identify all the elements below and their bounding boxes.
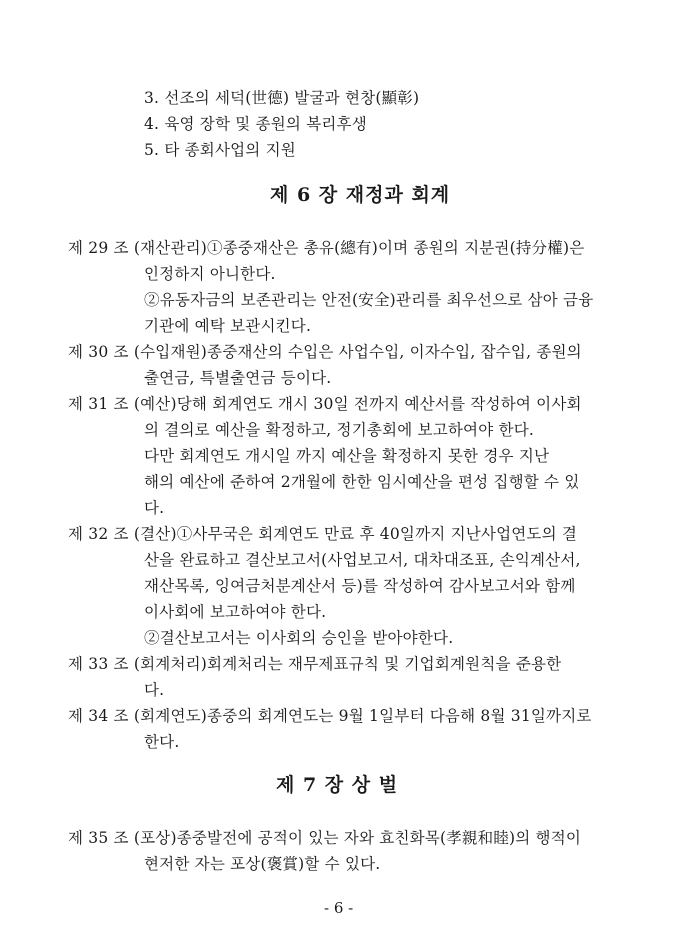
article-35-line: 현저한 자는 포상(褒賞)할 수 있다. <box>144 855 381 873</box>
article-29-line: 기관에 예탁 보관시킨다. <box>144 317 312 335</box>
article-29-line: 인정하지 아니한다. <box>144 265 276 283</box>
article-32-line: 재산목록, 잉여금처분계산서 등)를 작성하여 감사보고서와 함께 <box>144 577 576 595</box>
article-30-line: 출연금, 특별출연금 등이다. <box>144 369 332 387</box>
article-31-line: 해의 예산에 준하여 2개월에 한한 임시예산을 편성 집행할 수 있 <box>144 473 580 491</box>
article-32-line: 제 32 조 (결산)①사무국은 회계연도 만료 후 40일까지 지난사업연도의 결 <box>68 525 578 543</box>
page-number: - 6 - <box>324 899 354 917</box>
chapter-7-heading: 제 7 장 상 벌 <box>276 774 399 796</box>
article-33-line: 제 33 조 (회계처리)회계처리는 재무제표규칙 및 기업회계원칙을 준용한 <box>68 655 562 673</box>
article-32-line: ②결산보고서는 이사회의 승인을 받아야한다. <box>144 629 454 647</box>
article-31-line: 의 결의로 예산을 확정하고, 정기총회에 보고하여야 한다. <box>144 421 534 439</box>
list-item: 5. 타 종회사업의 지원 <box>144 141 296 159</box>
chapter-6-heading: 제 6 장 재정과 회계 <box>270 184 451 206</box>
article-29-line: 제 29 조 (재산관리)①종중재산은 총유(總有)이며 종원의 지분권(持分權)은 <box>68 239 585 257</box>
article-31-line: 제 31 조 (예산)당해 회계연도 개시 30일 전까지 예산서를 작성하여 이사회 <box>68 395 582 413</box>
article-32-line: 산을 완료하고 결산보고서(사업보고서, 대차대조표, 손익계산서, <box>144 551 581 569</box>
article-31-line: 다만 회계연도 개시일 까지 예산을 확정하지 못한 경우 지난 <box>144 447 550 465</box>
article-29-line: ②유동자금의 보존관리는 안전(安全)관리를 최우선으로 삼아 금융 <box>144 291 594 309</box>
article-34-line: 제 34 조 (회계연도)종중의 회계연도는 9월 1일부터 다음해 8월 31일까지로 <box>68 707 592 725</box>
article-31-line: 다. <box>144 499 165 517</box>
article-34-line: 한다. <box>144 733 180 751</box>
article-35-line: 제 35 조 (포상)종중발전에 공적이 있는 자와 효친화목(孝親和睦)의 행적이 <box>68 829 582 847</box>
article-30-line: 제 30 조 (수입재원)종중재산의 수입은 사업수입, 이자수입, 잡수입, 종원의 <box>68 343 582 361</box>
list-item: 4. 육영 장학 및 종원의 복리후생 <box>144 115 367 133</box>
article-33-line: 다. <box>144 681 165 699</box>
list-item: 3. 선조의 세덕(世德) 발굴과 현창(顯彰) <box>144 89 420 107</box>
article-32-line: 이사회에 보고하여야 한다. <box>144 603 327 621</box>
